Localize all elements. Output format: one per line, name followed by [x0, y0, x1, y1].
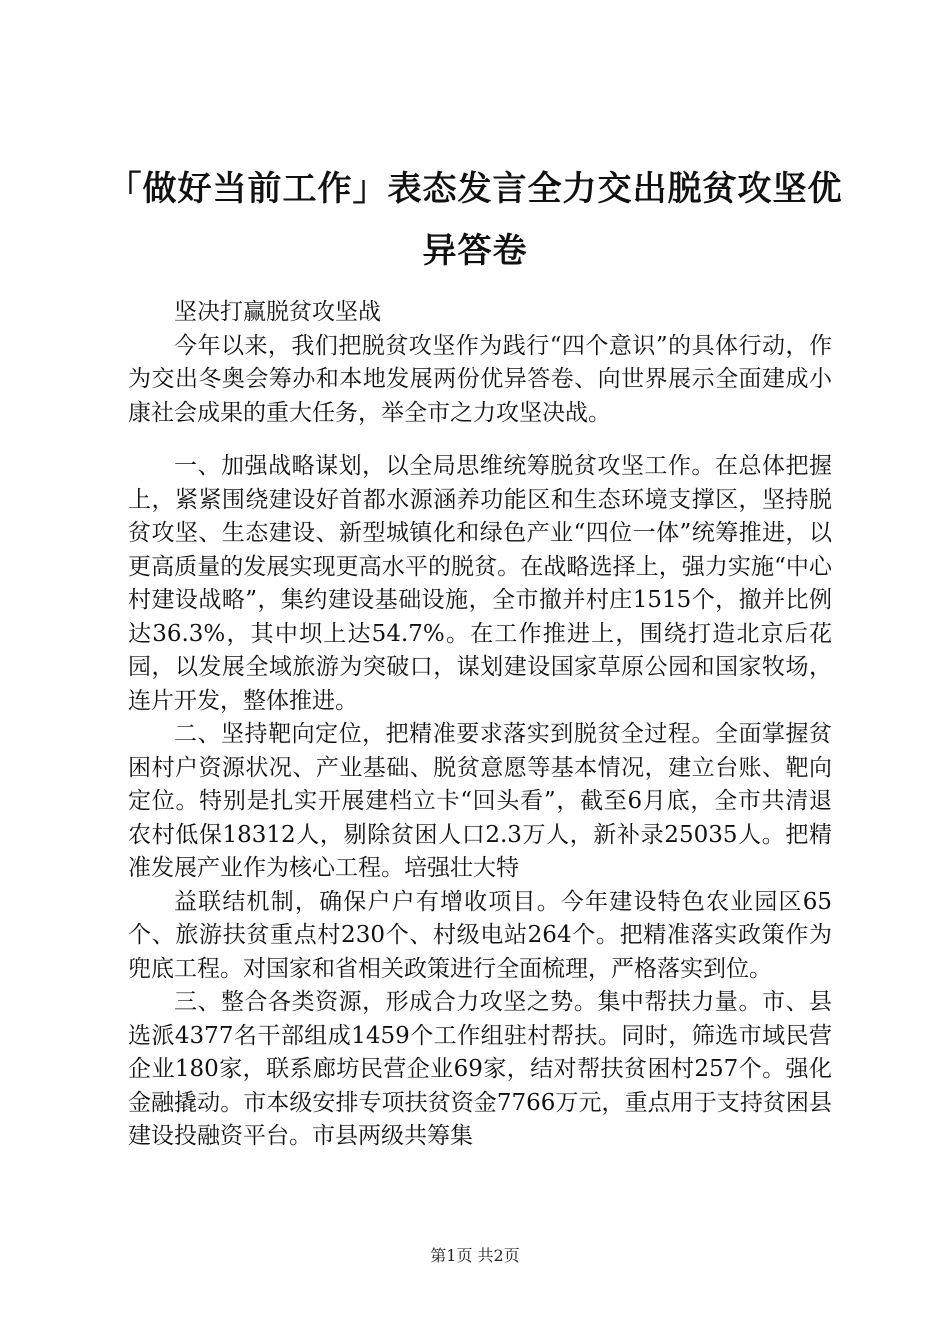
document-body	[128, 296, 832, 1154]
paragraph-intro: 今年以来，我们把脱贫攻坚作为践行“四个意识”的具体行动，作为交出冬奥会筹办和本地发展两份优异答卷、向世界展示全面建成小康社会成果的重大任务，举全市之力攻坚决战。	[128, 332, 832, 426]
paragraph-heading: 坚决打赢脱贫攻坚战	[174, 299, 381, 325]
paragraph-section-3: 三、整合各类资源，形成合力攻坚之势。集中帮扶力量。市、县选派4377名干部组成1459个工作组驻村帮扶。同时，筛选市域民营企业180家，联系廊坊民营企业69家，结对帮扶贫困村257个。强化金融撬动。市本级安排专项扶贫资金7766万元，重点用于支持贫困县建设投融资平台。市县两级共筹集	[128, 989, 832, 1149]
document-title: 「做好当前工作」表态发言全力交出脱贫攻坚优异答卷	[107, 169, 843, 271]
page-footer: 第1页 共2页	[430, 1246, 520, 1265]
paragraph-section-2-cont: 益联结机制，确保户户有增收项目。今年建设特色农业园区65个、旅游扶贫重点村230个、村级电站264个。把精准落实政策作为兜底工程。对国家和省相关政策进行全面梳理，严格落实到位。	[128, 888, 832, 982]
paragraph-section-2: 二、坚持靶向定位，把精准要求落实到脱贫全过程。全面掌握贫困村户资源状况、产业基础、脱贫意愿等基本情况，建立台账、靶向定位。特别是扎实开展建档立卡“回头看”，截至6月底，全市共清退农村低保18312人，剔除贫困人口2.3万人，新补录25035人。把精准发展产业作为核心工程。培强壮大特	[128, 721, 832, 881]
paragraph-section-1: 一、加强战略谋划，以全局思维统筹脱贫攻坚工作。在总体把握上，紧紧围绕建设好首都水源涵养功能区和生态环境支撑区，坚持脱贫攻坚、生态建设、新型城镇化和绿色产业“四位一体”统筹推进，以更高质量的发展实现更高水平的脱贫。在战略选择上，强力实施“中心村建设战略”，集约建设基础设施，全市撤并村庄1515个，撤并比例达36.3%，其中坝上达54.7%。在工作推进上，围绕打造北京后花园，以发展全域旅游为突破口，谋划建设国家草原公园和国家牧场，连片开发，整体推进。	[128, 453, 832, 714]
